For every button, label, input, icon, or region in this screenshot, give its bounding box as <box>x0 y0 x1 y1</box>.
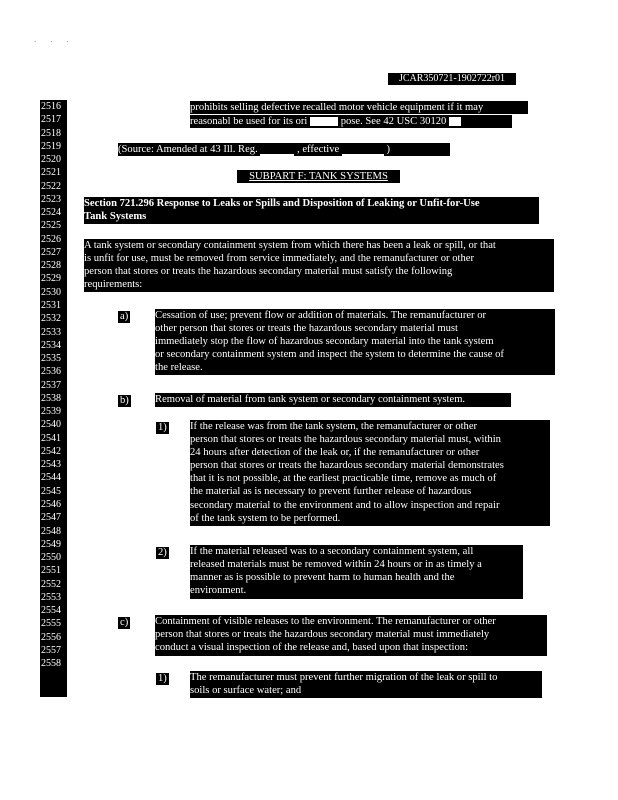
line-number: 2520 <box>41 154 61 166</box>
intro-line: A tank system or secondary containment system from which there has been a leak or spill, or that <box>84 240 496 251</box>
intro-line: requirements: <box>84 279 143 291</box>
item-c1-line: soils or surface water; and <box>190 685 302 697</box>
item-a-line: Cessation of use; prevent flow or addition of materials. The remanufacturer or <box>155 310 487 321</box>
line-number: 2525 <box>41 220 61 232</box>
intro-paragraph <box>84 239 554 292</box>
blank-line <box>260 154 294 156</box>
section-title <box>84 197 539 224</box>
line-number: 2536 <box>41 366 61 378</box>
item-b1-line: 24 hours after detection of the leak or, if the remanufacturer or other <box>190 447 480 459</box>
line-number: 2543 <box>41 459 61 471</box>
source-text: (Source: Amended at 43 Ill. Reg. <box>118 144 258 155</box>
section-title-line-2: Tank Systems <box>84 211 147 223</box>
line-number: 2557 <box>41 644 61 656</box>
item-c1-label: 1) <box>158 673 167 684</box>
item-b-label: b) <box>120 395 129 406</box>
intro-line: is unfit for use, must be removed from service immediately, and the remanufacturer or other <box>84 253 474 265</box>
item-c-paragraph <box>155 615 547 656</box>
line-number: 2535 <box>41 353 61 365</box>
source-effective: , effective <box>297 144 340 155</box>
intro-line: person that stores or treats the hazardous secondary material must satisfy the following <box>84 266 453 278</box>
line-number: 2523 <box>41 193 61 205</box>
line-number: 2526 <box>41 233 61 245</box>
item-a-line: or secondary containment system and inspect the system to determine the cause of <box>155 349 504 361</box>
line-number: 2521 <box>41 167 61 179</box>
line-number: 2555 <box>41 618 61 630</box>
line-number: 2517 <box>41 114 61 126</box>
line-number: 2542 <box>41 445 61 457</box>
item-a-line: other person that stores or treats the hazardous secondary material must <box>155 323 458 335</box>
item-b1-label: 1) <box>158 422 167 433</box>
line-number: 2541 <box>41 432 61 444</box>
item-c1-line: The remanufacturer must prevent further migration of the leak or spill to <box>190 672 498 683</box>
line-number: 2524 <box>41 207 61 219</box>
line-number: 2537 <box>41 379 61 391</box>
line-number: 2527 <box>41 246 61 258</box>
item-b1-line: that it is not possible, at the earliest practicable time, remove as much of <box>190 473 497 485</box>
line-number: 2546 <box>41 498 61 510</box>
line-number: 2556 <box>41 631 61 643</box>
item-c-line: conduct a visual inspection of the release and, based upon that inspection: <box>155 642 469 654</box>
document-header-code: JCAR350721-1902722r01 <box>388 73 516 85</box>
line-number: 2516 <box>41 101 61 112</box>
section-title-line-1: Section 721.296 Response to Leaks or Spills and Disposition of Leaking or Unfit-for-Use <box>84 198 480 209</box>
item-b1-line: If the release was from the tank system, the remanufacturer or other <box>190 421 478 432</box>
fragment-line-2-end: pose. See 42 USC 30120 <box>340 116 447 127</box>
line-number: 2528 <box>41 260 61 272</box>
line-number: 2551 <box>41 565 61 577</box>
line-number: 2548 <box>41 525 61 537</box>
line-number: 2534 <box>41 339 61 351</box>
redaction-mark <box>449 117 461 126</box>
item-b2-line: If the material released was to a secondary containment system, all <box>190 546 474 557</box>
line-number: 2518 <box>41 127 61 139</box>
item-b2-label: 2) <box>158 547 167 558</box>
line-number: 2552 <box>41 578 61 590</box>
blank-line <box>342 154 384 156</box>
item-b1-line: the material as is necessary to prevent further release of hazardous <box>190 486 472 498</box>
line-number: 2558 <box>41 658 61 670</box>
line-number: 2531 <box>41 299 61 311</box>
line-number: 2532 <box>41 313 61 325</box>
scan-specks: · · · <box>34 38 75 46</box>
item-a-line: the release. <box>155 362 203 374</box>
item-b1-line: person that stores or treats the hazardous secondary material demonstrates <box>190 460 504 472</box>
line-number: 2544 <box>41 472 61 484</box>
item-b1-paragraph <box>190 420 550 526</box>
item-a-line: immediately stop the flow of hazardous secondary material into the tank system <box>155 336 494 348</box>
line-number: 2553 <box>41 591 61 603</box>
item-c-label: c) <box>120 617 129 628</box>
line-number: 2554 <box>41 605 61 617</box>
line-number: 2549 <box>41 538 61 550</box>
line-number: 2519 <box>41 140 61 152</box>
fragment-line-2-start: reasonabl be used for its ori <box>190 116 308 127</box>
line-number: 2550 <box>41 552 61 564</box>
subpart-title: SUBPART F: TANK SYSTEMS <box>237 170 400 183</box>
line-number: 2539 <box>41 406 61 418</box>
item-b1-line: secondary material to the environment and to allow inspection and repair <box>190 499 500 511</box>
line-number: 2547 <box>41 512 61 524</box>
fragment-line-2 <box>190 115 512 128</box>
item-b2-line: environment. <box>190 585 247 597</box>
line-number: 2530 <box>41 286 61 298</box>
item-a-label: a) <box>120 311 129 322</box>
line-number-column <box>40 100 67 697</box>
source-close: ) <box>386 144 391 155</box>
item-b1-line: of the tank system to be performed. <box>190 512 341 524</box>
line-number: 2522 <box>41 180 61 192</box>
item-b1-line: person that stores or treats the hazardous secondary material must, within <box>190 434 501 446</box>
line-number: 2538 <box>41 392 61 404</box>
item-c-line: Containment of visible releases to the environment. The remanufacturer or other <box>155 616 496 627</box>
redaction-mark <box>310 117 338 126</box>
line-number: 2529 <box>41 273 61 285</box>
fragment-line-1: prohibits selling defective recalled motor vehicle equipment if it may <box>190 101 528 114</box>
line-number: 2540 <box>41 419 61 431</box>
item-b2-line: manner as is possible to prevent harm to human health and the <box>190 572 455 584</box>
item-b2-line: released materials must be removed within 24 hours or in as timely a <box>190 559 482 571</box>
line-number: 2533 <box>41 326 61 338</box>
item-a-paragraph <box>155 309 555 375</box>
source-line <box>118 143 450 156</box>
item-c-line: person that stores or treats the hazardous secondary material must immediately <box>155 629 490 641</box>
line-number: 2545 <box>41 485 61 497</box>
item-c1-paragraph <box>190 671 542 698</box>
item-b2-paragraph <box>190 545 523 599</box>
item-b-heading: Removal of material from tank system or secondary containment system. <box>155 393 511 407</box>
